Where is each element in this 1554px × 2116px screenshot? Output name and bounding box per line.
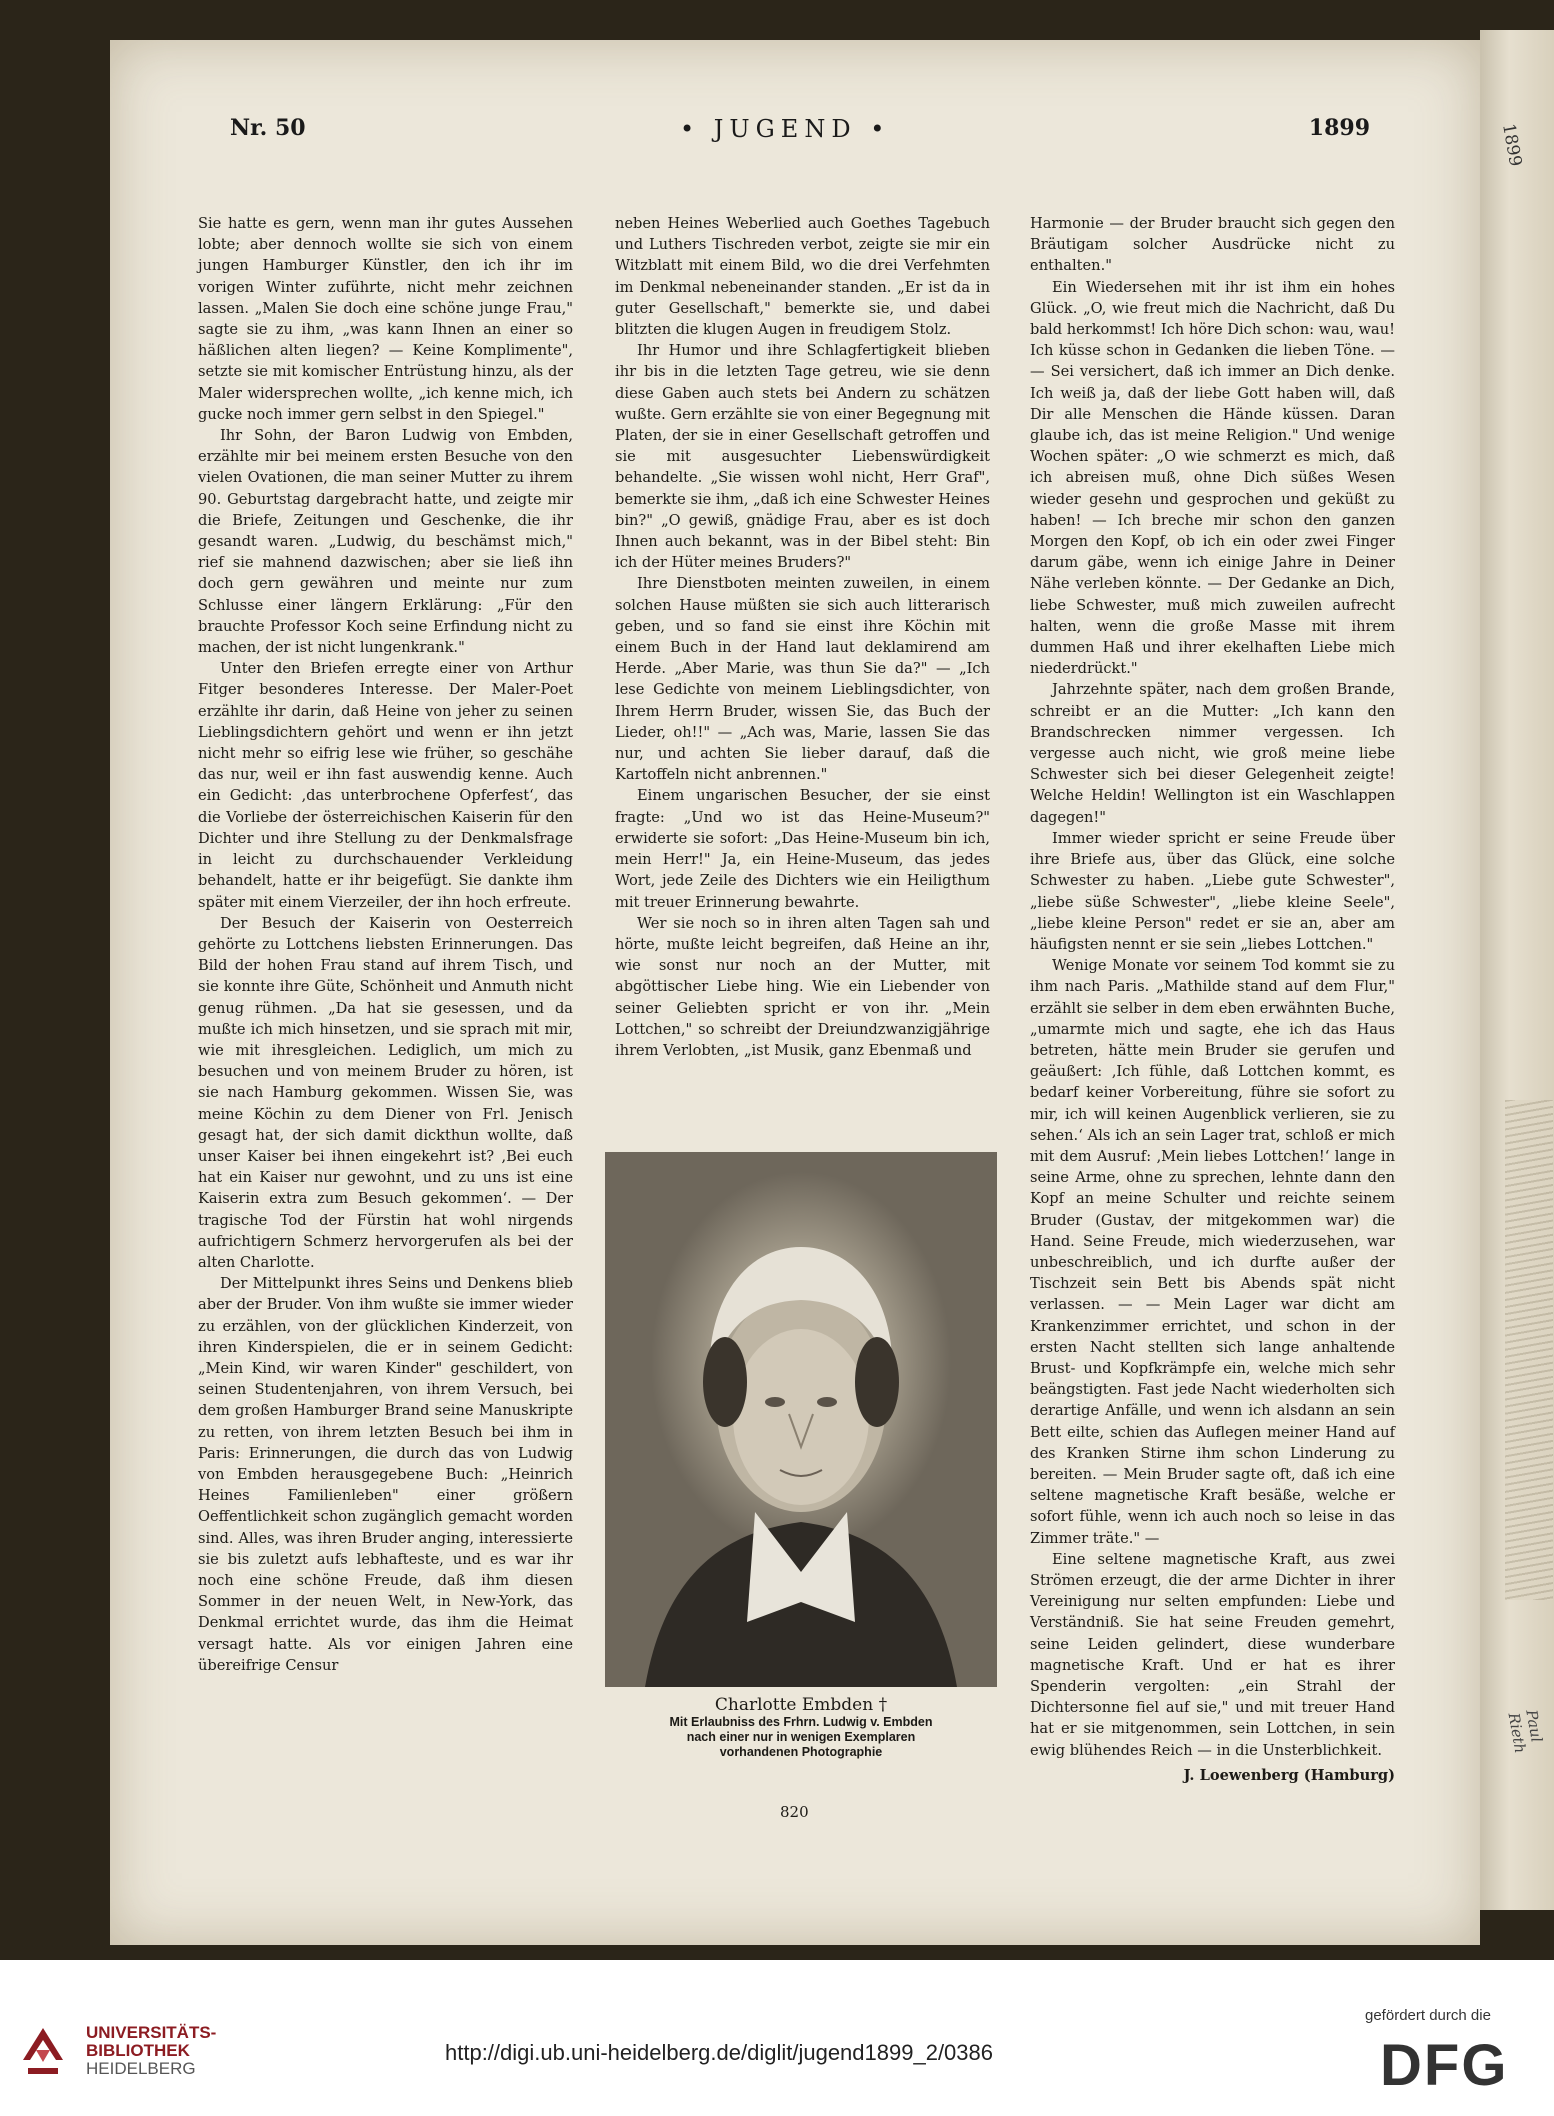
paragraph: Unter den Briefen erregte einer von Arthur Fitger besonderes Interesse. Der Maler-Poet erzählte ihr darin, daß Heine von jeher zu seinen Lieblingsdichtern gehört und wenn er ihn jetzt nicht mehr so eifrig lese wie früher, so geschähe das nur, weil er ihn fast auswendig kenne. Auch ein Gedicht: ‚das unterbrochene Opferfest‘, das die Vorliebe der österreichischen Kaiserin für den Dichter und ihre Stellung zu der Denkmalsfrage in leicht zu durchschauender Verkleidung behandelt, hatte er ihr beigefügt. Sie dankte ihm später mit einem Vierzeiler, der ihn hoch erfreute. bbox=[198, 660, 573, 911]
library-logo-icon[interactable] bbox=[18, 2020, 68, 2080]
library-name[interactable] bbox=[86, 2024, 216, 2078]
paragraph: Ein Wiedersehen mit ihr ist ihm ein hohes Glück. „O, wie freut mich die Nachricht, daß Du bald herkommst! Ich höre Dich schon: wau, wau! Ich küsse schon in Gedanken die lieben Töne. — — Sei versichert, daß ich immer an Dich denke. Ich weiß ja, daß der liebe Gott haben will, daß Dir alle Menschen die Hände küssen. Daran glaube ich, das ist meine Religion." Und wenige Wochen später: „O wie schmerzt es mich, daß ich abreisen muß, ohne Dich süßes Wesen wieder gesehn und gesprochen und geküßt zu haben! — Ich breche mir schon den ganzen Morgen den Kopf, ob ich ein oder zwei Finger darum gäbe, wenn ich einige Jahre in Deiner Nähe verleben könnte. — Der Gedanke an Dich, liebe Schwester, muß mich zuweilen aufrecht halten, wenn die große Masse mit ihrem dummen Haß und ihrer ekelhaften Liebe mich niederdrückt." bbox=[1030, 278, 1395, 678]
text-column-1 bbox=[198, 213, 573, 1758]
viewer-footer bbox=[0, 1960, 1554, 2116]
caption-line: vorhandenen Photographie bbox=[719, 1745, 883, 1759]
facing-page-signature: Paul Rieth bbox=[1504, 1708, 1546, 1755]
paragraph: Ihr Sohn, der Baron Ludwig von Embden, erzählte mir bei meinem ersten Besuche von den vielen Ovationen, die man seiner Mutter zu ihrem 90. Geburtstag dargebracht hatte, und zeigte mir die Briefe, Zeitungen und Geschenke, die ihr gesandt waren. „Ludwig, du beschämst mich," rief sie mahnend dazwischen; aber sie ließ ihn doch gern gewähren und meinte nur zum Schlusse einer längern Erklärung: „Für den brauchte Professor Koch seine Erfindung nicht zu machen, der ist nicht lungenkrank." bbox=[198, 427, 573, 657]
paragraph: Einem ungarischen Besucher, der sie einst fragte: „Und wo ist das Heine-Museum?" erwiderte sie sofort: „Das Heine-Museum bin ich, mein Herr!" Ja, ein Heine-Museum, das jedes Wort, jede Zeile des Dichters wie ein Heiligthum mit treuer Erinnerung bewahrte. bbox=[615, 787, 990, 911]
header-year: 1899 bbox=[1308, 115, 1370, 141]
paragraph: Wenige Monate vor seinem Tod kommt sie zu ihm nach Paris. „Mathilde stand auf dem Flur," erzählt sie selber in dem eben erwähnten Buche, „umarmte mich und sagte, ehe ich das Haus betreten, hätte mein Bruder sie gerufen und geäußert: ‚Ich fühle, daß Lottchen kommt, es bedarf keiner Vorbereitung, führe sie sofort zu mir, ich will keinen Augenblick verlieren, sie zu sehen.‘ Als ich an sein Lager trat, schloß er mich mit dem Ausruf: ‚Mein liebes Lottchen!‘ lange in seine Arme, ohne zu sprechen, lehnte dann den Kopf an meine Schulter und reichte seinem Bruder (Gustav, der mitgekommen war) die Hand. Seine Freude, mich wiederzusehen, war unbeschreiblich, und ich durfte außer der Tischzeit sein Bett bis Abends spät nicht verlassen. — — Mein Lager war dicht am Krankenzimmer errichtet, und schon in der ersten Nacht stellten sich lange anhaltende Brust- und Kopfkrämpfe ein, welche mich sehr beängstigten. Fast jede Nacht wiederholten sich derartige Anfälle, und wenn ich alsdann an sein Bett eilte, schien das Auflegen meiner Hand auf des Kranken Stirne ihm schon Linderung zu bereiten. — Mein Bruder sagte oft, daß ich eine seltene magnetische Kraft besäße, welche er sofort fühle, wenn ich auch noch so leise in das Zimmer träte." — bbox=[1030, 957, 1395, 1547]
facing-page-illustration bbox=[1505, 1100, 1553, 1600]
caption-line: Mit Erlaubniss des Frhrn. Ludwig v. Embden bbox=[669, 1715, 933, 1729]
author-signature: J. Loewenberg (Hamburg) bbox=[1183, 1766, 1395, 1784]
permalink-url[interactable]: http://digi.ub.uni-heidelberg.de/diglit/jugend1899_2/0386 bbox=[445, 2040, 993, 2065]
paragraph: Jahrzehnte später, nach dem großen Brande, schreibt er an die Mutter: „Ich kann den Brandschrecken nimmer vergessen. Ich vergesse auch nicht, wie groß meine liebe Schwester sich bei dieser Gelegenheit zeigte! Welche Heldin! Wellington ist ein Waschlappen dagegen!" bbox=[1030, 681, 1395, 826]
paragraph: Ihre Dienstboten meinten zuweilen, in einem solchen Hause müßten sie sich auch litterarisch geben, und so fand sie einst ihre Köchin mit einem Buch in der Hand laut deklamirend am Herde. „Aber Marie, was thun Sie da?" — „Ich lese Gedichte von meinem Lieblingsdichter, von Ihrem Herrn Bruder, wissen Sie, das Buch der Lieder, oh!!" — „Ach was, Marie, lassen Sie das nur, und achten Sie lieber darauf, daß die Kartoffeln nicht anbrennen." bbox=[615, 575, 990, 784]
sponsor-label: gefördert durch die bbox=[1365, 2007, 1491, 2024]
paragraph: Eine seltene magnetische Kraft, aus zwei Strömen erzeugt, die der arme Dichter in ihrer Vereinigung nur selten empfunden: Liebe und Verständniß. Sie hat seine Freuden gemehrt, seine Leiden gelindert, diese wunderbare magnetische Kraft. Und er hat es ihrer Spenderin vergolten: „ein Strahl der Dichtersonne fiel auf sie," und mit treuer Hand hat er sie mitgenommen, sein Lottchen, in sein ewig blühendes Reich — in die Unsterblichkeit. bbox=[1030, 1550, 1395, 1759]
paragraph: Der Besuch der Kaiserin von Oesterreich gehörte zu Lottchens liebsten Erinnerungen. Das Bild der hohen Frau stand auf ihrem Tisch, und sie konnte ihre Güte, Schönheit und Anmuth nicht genug rühmen. „Da hat sie gesessen, und da mußte ich mich hinsetzen, und sie sprach mit mir, wie mit ihresgleichen. Lediglich, um mich zu besuchen und von meinem Bruder zu hören, ist sie nach Hamburg gekommen. Wissen Sie, was meine Köchin zu dem Diener von Frl. Jenisch gesagt hat, der sich damit dickthun wollte, daß unser Kaiser bei ihnen eingekehrt ist? ‚Bei euch hat ein Kaiser nur gewohnt, und zu uns ist eine Kaiserin extra zum Besuch gekommen‘. — Der tragische Tod der Fürstin hat wohl nirgends aufrichtigern Schmerz hervorgerufen als bei der alten Charlotte. bbox=[198, 914, 573, 1271]
issue-number: Nr. 50 bbox=[230, 115, 306, 141]
caption-line: nach einer nur in wenigen Exemplaren bbox=[686, 1730, 916, 1744]
paragraph: Ihr Humor und ihre Schlagfertigkeit blieben ihr bis in die letzten Tage getreu, wie sie denn diese Gaben auch stets bei Andern zu schätzen wußte. Gern erzählte sie von einer Begegnung mit Platen, der sie in einer Gesellschaft getroffen und sie mit ausgesuchter Liebenswürdigkeit behandelte. „Sie wissen wohl nicht, Herr Graf", bemerkte sie ihm, „daß ich eine Schwester Heines bin?" „O gewiß, gnädige Frau, aber es ist doch Ihnen auch bekannt, was in der Bibel steht: Bin ich der Hüter meines Bruders?" bbox=[615, 342, 990, 572]
dfg-logo[interactable]: DFG bbox=[1380, 2033, 1509, 2098]
paragraph: Harmonie — der Bruder braucht sich gegen den Bräutigam solcher Ausdrücke nicht zu enthalten." bbox=[1030, 215, 1395, 275]
facing-page-year: 1899 bbox=[1498, 121, 1526, 169]
portrait-frame bbox=[605, 1152, 997, 1687]
portrait-photo bbox=[605, 1152, 997, 1687]
portrait-caption bbox=[605, 1695, 997, 1760]
paragraph: Sie hatte es gern, wenn man ihr gutes Aussehen lobte; aber dennoch wollte sie sich von einem jungen Hamburger Künstler, den ich ihr im vorigen Winter zuführte, nicht mehr zeichnen lassen. „Malen Sie doch eine schöne junge Frau," sagte sie zu ihm, „was kann Ihnen an einer so häßlichen alten liegen? — Keine Komplimente", setzte sie mit komischer Entrüstung hinzu, als der Maler widersprechen wollte, „ich kenne mich, ich gucke noch immer gern selbst in den Spiegel." bbox=[198, 215, 573, 423]
paragraph: Immer wieder spricht er seine Freude über ihre Briefe aus, über das Glück, eine solche Schwester zu haben. „Liebe gute Schwester", „liebe süße Schwester", „liebe kleine Seele", „liebe kleine Person" redet er sie an, aber am häufigsten nennt er sie sein „liebes Lottchen." bbox=[1030, 829, 1395, 953]
text-column-3 bbox=[1030, 213, 1395, 1784]
portrait-drawing bbox=[605, 1152, 997, 1687]
paragraph: neben Heines Weberlied auch Goethes Tagebuch und Luthers Tischreden verbot, zeigte sie mir ein Witzblatt mit einem Bild, wo die drei Verfehmten im Denkmal nebeneinander standen. „Er ist da in guter Gesellschaft," bemerkte sie, und dabei blitzten die klugen Augen in freudigem Stolz. bbox=[615, 215, 990, 339]
paragraph: Der Mittelpunkt ihres Seins und Denkens blieb aber der Bruder. Von ihm wußte sie immer wieder zu erzählen, von der glücklichen Kinderzeit, von ihren Kinderspielen, die er in seinem Gedicht: „Mein Kind, wir waren Kinder" geschildert, von seinen Studentenjahren, von ihrem Versuch, bei dem großen Hamburger Brand seine Manuskripte zu retten, von ihrem letzten Besuch bei ihm in Paris: Erinnerungen, die durch das von Ludwig von Embden herausgegebene Buch: „Heinrich Heines Familienleben" einer größern Oeffentlichkeit schon zugänglich gemacht worden sind. Alles, was ihren Bruder anging, interessierte sie bis zuletzt aufs lebhafteste, und es war ihr noch eine schöne Freude, daß ihm diesen Sommer in der neuen Welt, in New-York, das Denkmal errichtet wurde, das ihm die Heimat versagt hatte. Als vor einigen Jahren eine übereifrige Censur bbox=[198, 1275, 573, 1674]
running-header bbox=[120, 115, 1370, 155]
caption-credit bbox=[605, 1715, 997, 1760]
facing-page-edge bbox=[1480, 30, 1554, 1910]
magazine-title: • JUGEND • bbox=[680, 115, 891, 143]
library-line: BIBLIOTHEK bbox=[86, 2041, 190, 2060]
page-number: 820 bbox=[780, 1803, 809, 1821]
library-line: UNIVERSITÄTS- bbox=[86, 2023, 217, 2042]
text-column-2 bbox=[615, 213, 990, 1158]
paragraph: Wer sie noch so in ihren alten Tagen sah und hörte, mußte leicht begreifen, daß Heine an ihr, wie sonst nur noch an der Mutter, mit abgöttischer Liebe hing. Wie ein Liebender von seiner Geliebten spricht er von ihr. „Mein Lottchen," so schreibt der Dreiundzwanzigjährige ihrem Verlobten, „ist Musik, ganz Ebenmaß und bbox=[615, 914, 990, 1059]
caption-name: Charlotte Embden † bbox=[714, 1695, 888, 1715]
library-line: HEIDELBERG bbox=[86, 2059, 196, 2078]
